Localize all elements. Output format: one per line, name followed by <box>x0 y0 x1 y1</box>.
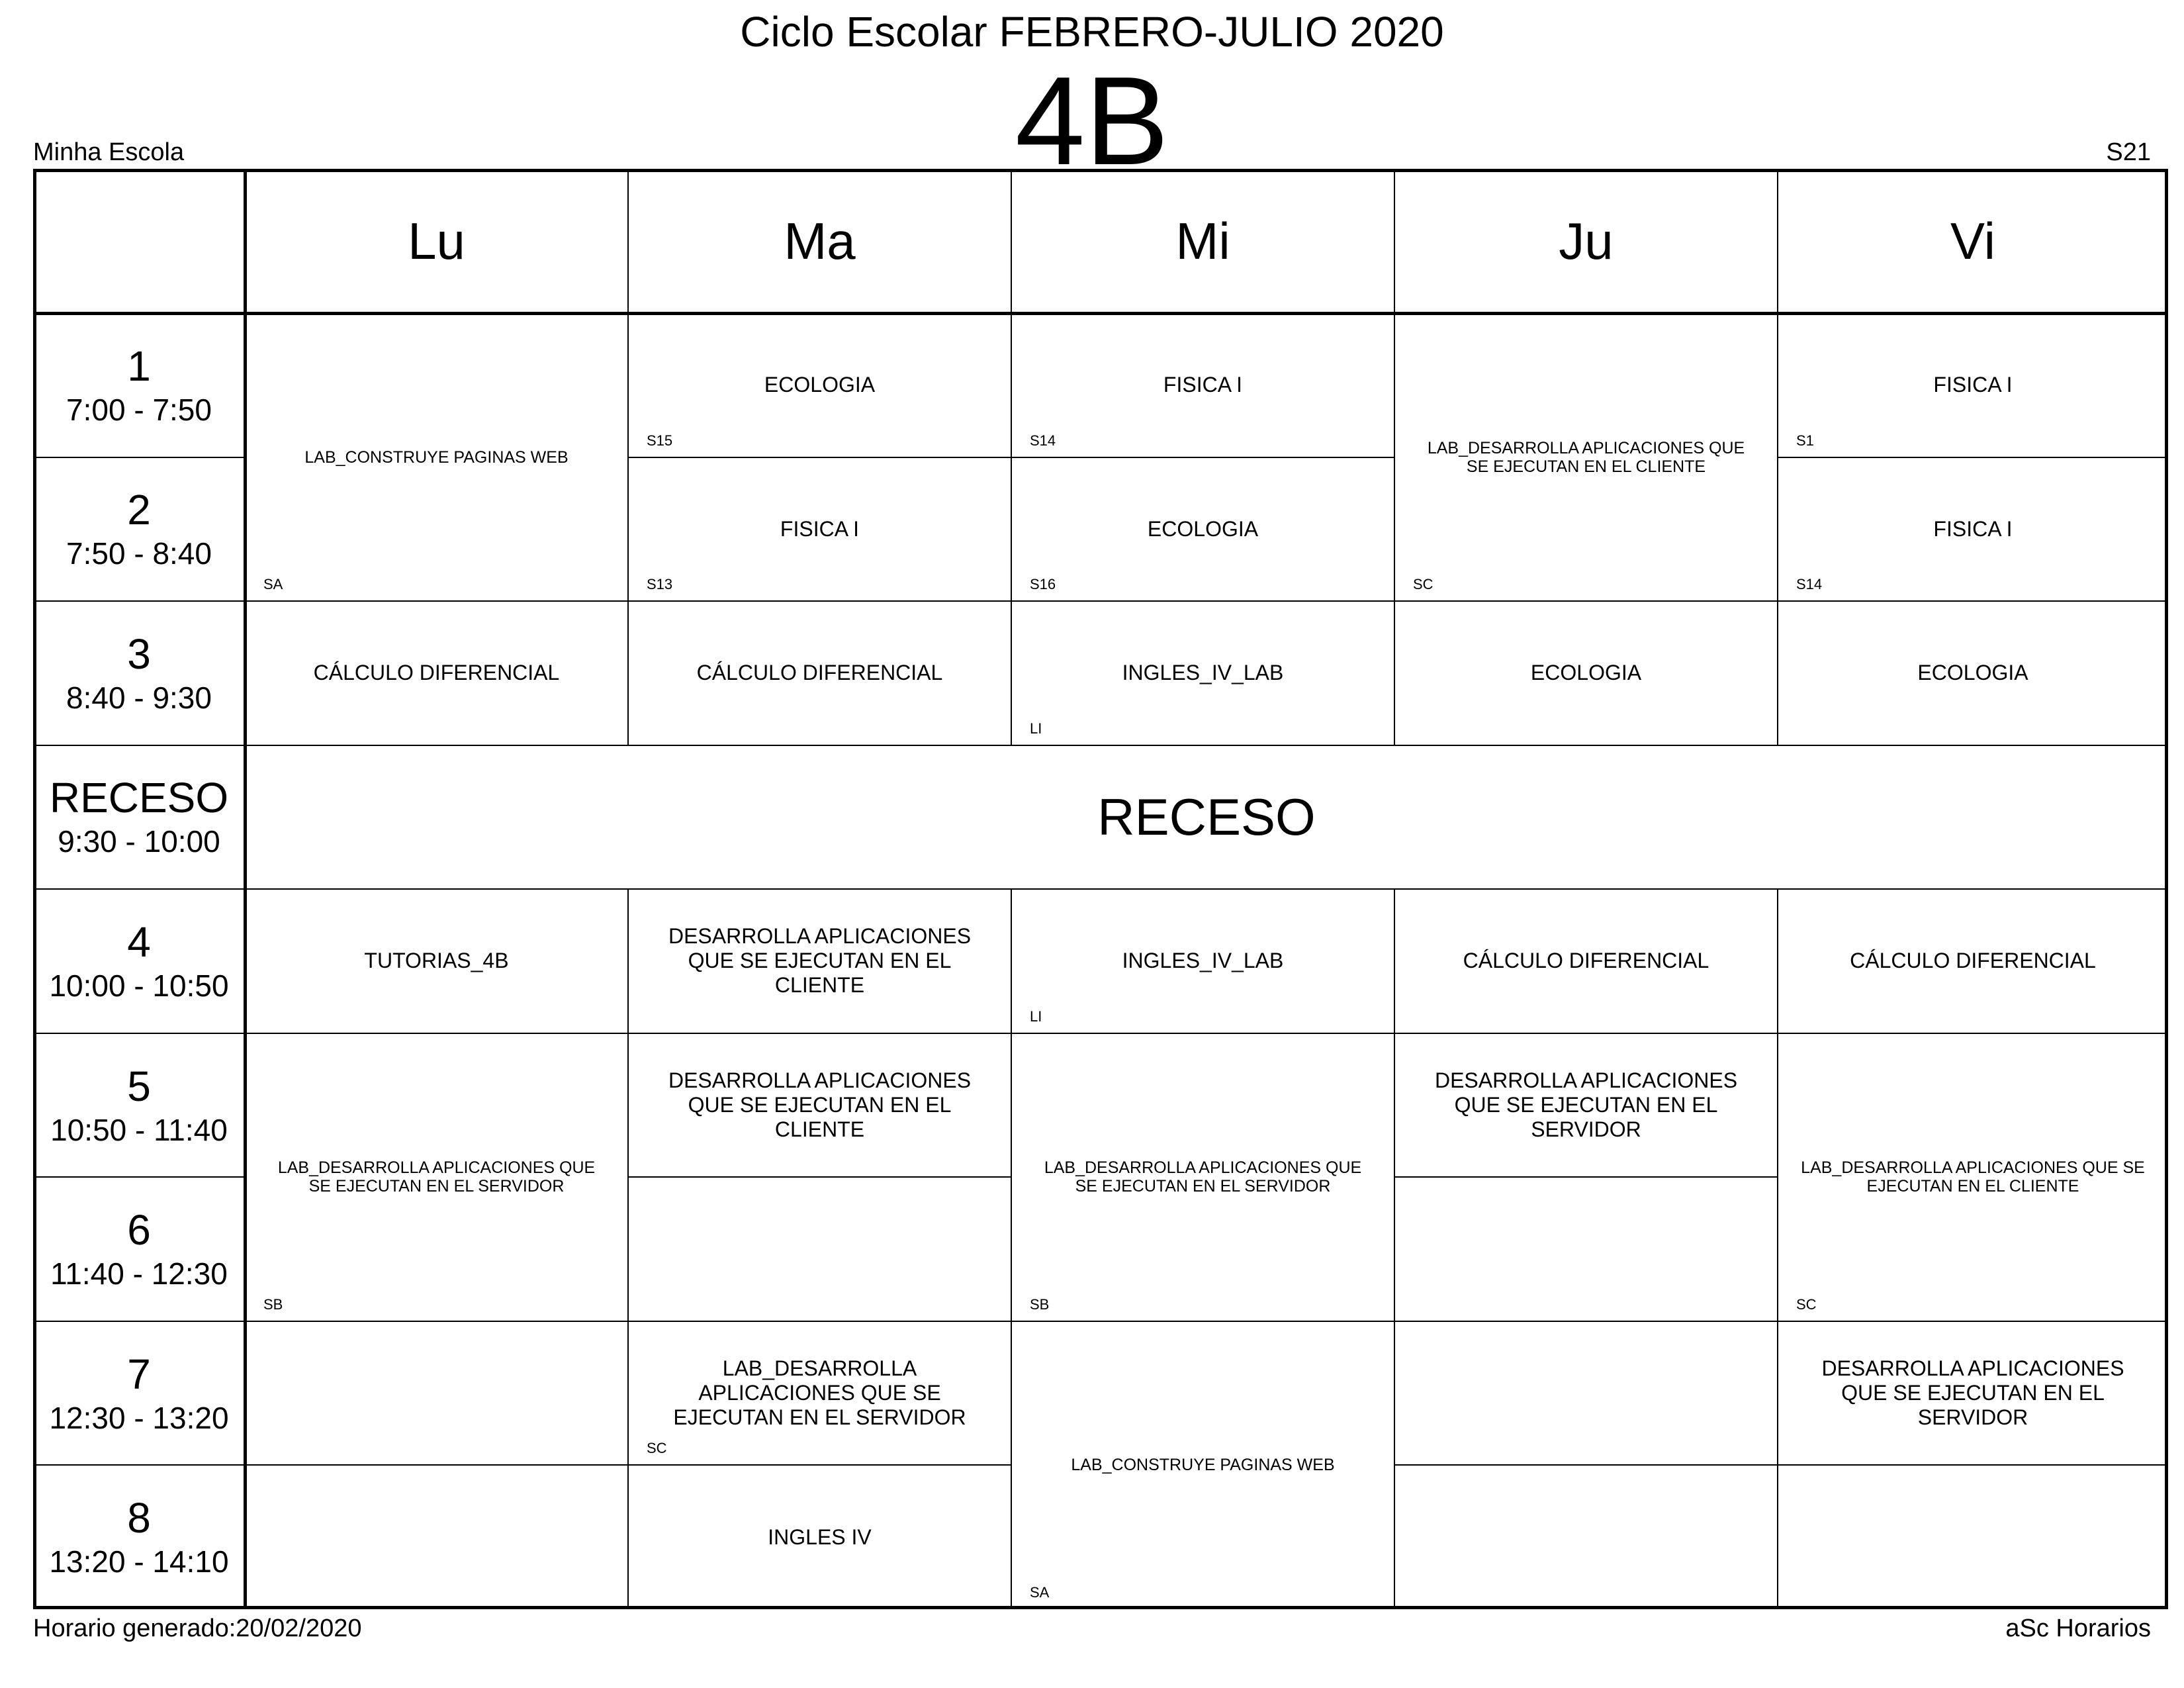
period-time: 13:20 - 14:10 <box>49 1544 229 1579</box>
grid-line <box>1011 1033 1394 1034</box>
day-header-mi: Mi <box>1175 211 1230 270</box>
lesson-cell[interactable] <box>628 457 1011 602</box>
lesson-room: S16 <box>1030 576 1056 593</box>
timetable-grid <box>33 169 2168 1609</box>
period-cell <box>33 745 245 890</box>
lesson-subject: CÁLCULO DIFERENCIAL <box>1850 949 2096 973</box>
period-number: 1 <box>127 342 151 390</box>
lesson-cell[interactable] <box>1011 601 1394 745</box>
lesson-room: SB <box>263 1295 283 1313</box>
school-name: Minha Escola <box>33 138 185 166</box>
lesson-room: S14 <box>1796 576 1823 593</box>
lesson-room: SA <box>1030 1583 1050 1601</box>
lesson-subject: ECOLOGIA <box>1530 661 1642 685</box>
lesson-room: SC <box>1796 1295 1817 1313</box>
period-number: RECESO <box>49 774 229 822</box>
grid-line <box>1778 600 2168 602</box>
grid-line <box>1394 600 1778 602</box>
grid-line <box>1394 1176 1778 1178</box>
lesson-cell[interactable] <box>1394 1177 1778 1321</box>
lesson-subject: DESARROLLA APLICACIONES QUE SE EJECUTAN EN EL CLIENTE <box>668 1068 972 1142</box>
grid-line <box>33 1176 245 1178</box>
grid-line <box>1011 889 1012 1609</box>
grid-line <box>628 1464 1011 1466</box>
cycle-title: Ciclo Escolar FEBRERO-JULIO 2020 <box>740 8 1444 56</box>
grid-line <box>33 1464 245 1466</box>
grid-line <box>1778 1033 2168 1034</box>
lesson-room: SA <box>263 576 283 593</box>
lesson-cell[interactable] <box>1394 1033 1778 1178</box>
grid-line <box>1394 1464 1778 1466</box>
grid-line <box>33 312 2168 315</box>
lesson-room: S13 <box>647 576 673 593</box>
grid-line <box>1011 1321 1394 1322</box>
lesson-subject: FISICA I <box>1933 516 2013 541</box>
lesson-cell[interactable] <box>1394 889 1778 1033</box>
lesson-cell[interactable] <box>1778 1465 2168 1609</box>
grid-line <box>1394 1321 1778 1322</box>
period-time: 8:40 - 9:30 <box>66 680 212 715</box>
period-time: 7:00 - 7:50 <box>66 392 212 427</box>
lesson-cell[interactable] <box>1778 889 2168 1033</box>
lesson-subject: ECOLOGIA <box>764 373 876 397</box>
grid-line <box>245 1033 628 1034</box>
lesson-cell[interactable] <box>628 1465 1011 1609</box>
lesson-cell[interactable] <box>628 1321 1011 1466</box>
lesson-subject: INGLES IV <box>768 1524 872 1549</box>
period-cell <box>33 601 245 745</box>
lesson-room: SB <box>1030 1295 1050 1313</box>
lesson-subject: LAB_DESARROLLA APLICACIONES QUE SE EJECUTAN EN EL SERVIDOR <box>277 1158 596 1196</box>
lesson-subject: FISICA I <box>780 516 860 541</box>
lesson-cell[interactable] <box>245 601 628 745</box>
lesson-room: SC <box>647 1440 667 1457</box>
grid-line <box>245 745 2168 746</box>
lesson-cell[interactable] <box>1011 889 1394 1033</box>
lesson-room: LI <box>1030 720 1042 737</box>
period-number: 5 <box>127 1062 151 1110</box>
grid-line <box>1011 457 1394 458</box>
recess-band: RECESO <box>1097 787 1316 846</box>
lesson-cell[interactable] <box>1394 1321 1778 1466</box>
lesson-room: LI <box>1030 1008 1042 1025</box>
grid-line <box>628 1176 1011 1178</box>
grid-line <box>1778 457 2168 458</box>
grid-line <box>1394 1033 1778 1034</box>
lesson-cell[interactable] <box>628 889 1011 1033</box>
day-header-ju: Ju <box>1559 211 1614 270</box>
grid-line <box>628 457 1011 458</box>
period-number: 3 <box>127 630 151 678</box>
generated-date: Horario generado:20/02/2020 <box>33 1615 362 1642</box>
lesson-cell[interactable] <box>1778 1033 2168 1321</box>
grid-line <box>33 745 245 746</box>
lesson-cell[interactable] <box>1011 313 1394 457</box>
classroom-code: S21 <box>2106 138 2151 166</box>
grid-line <box>33 600 245 602</box>
grid-line <box>33 1321 245 1322</box>
grid-line <box>628 1033 1011 1034</box>
lesson-subject: CÁLCULO DIFERENCIAL <box>1463 949 1709 973</box>
period-number: 2 <box>127 486 151 534</box>
lesson-cell[interactable] <box>245 1033 628 1321</box>
lesson-subject: FISICA I <box>1163 373 1243 397</box>
lesson-room: S14 <box>1030 432 1056 449</box>
period-cell <box>33 1321 245 1466</box>
lesson-subject: LAB_CONSTRUYE PAGINAS WEB <box>1071 1456 1335 1475</box>
lesson-cell[interactable] <box>245 313 628 601</box>
grid-line <box>33 457 245 458</box>
period-cell <box>33 1465 245 1609</box>
lesson-cell[interactable] <box>245 889 628 1033</box>
lesson-room: S15 <box>647 432 673 449</box>
period-cell <box>33 1177 245 1321</box>
period-number: 4 <box>127 917 151 966</box>
grid-line <box>1777 889 1778 1609</box>
lesson-subject: FISICA I <box>1933 373 2013 397</box>
grid-line <box>627 889 629 1609</box>
grid-line <box>245 1464 628 1466</box>
lesson-subject: INGLES_IV_LAB <box>1122 661 1284 685</box>
period-number: 8 <box>127 1494 151 1542</box>
grid-line <box>33 1033 245 1034</box>
period-time: 10:00 - 10:50 <box>49 968 229 1003</box>
lesson-cell[interactable] <box>1778 313 2168 457</box>
lesson-cell[interactable] <box>1394 313 1778 601</box>
lesson-subject: ECOLOGIA <box>1917 661 2028 685</box>
day-header-lu: Lu <box>408 211 465 270</box>
lesson-cell[interactable] <box>1778 601 2168 745</box>
lesson-room: S1 <box>1796 432 1814 449</box>
lesson-subject: LAB_DESARROLLA APLICACIONES QUE SE EJECUTAN EN EL CLIENTE <box>1801 1158 2145 1196</box>
lesson-cell[interactable] <box>628 1033 1011 1178</box>
lesson-subject: ECOLOGIA <box>1147 516 1259 541</box>
group-title: 4B <box>1015 51 1169 191</box>
period-time: 10:50 - 11:40 <box>50 1112 228 1147</box>
lesson-cell[interactable] <box>628 601 1011 745</box>
grid-line <box>1778 1321 2168 1322</box>
lesson-subject: CÁLCULO DIFERENCIAL <box>313 661 560 685</box>
grid-line <box>1394 889 1395 1609</box>
period-cell <box>33 889 245 1033</box>
software-credit: aSc Horarios <box>2005 1615 2151 1642</box>
lesson-room: SC <box>1413 576 1433 593</box>
lesson-cell[interactable] <box>1778 457 2168 602</box>
lesson-cell[interactable] <box>1778 1321 2168 1466</box>
grid-line <box>628 1321 1011 1322</box>
lesson-cell[interactable] <box>245 1465 628 1609</box>
lesson-cell[interactable] <box>1011 1033 1394 1321</box>
lesson-subject: LAB_DESARROLLA APLICACIONES QUE SE EJECUTAN EN EL SERVIDOR <box>1044 1158 1362 1196</box>
lesson-cell[interactable] <box>628 1177 1011 1321</box>
period-time: 9:30 - 10:00 <box>58 824 220 859</box>
lesson-subject: DESARROLLA APLICACIONES QUE SE EJECUTAN EN EL CLIENTE <box>668 924 972 998</box>
grid-line <box>245 600 628 602</box>
grid-line <box>1011 600 1394 602</box>
lesson-cell[interactable] <box>1011 1321 1394 1609</box>
day-header-vi: Vi <box>1950 211 1995 270</box>
period-cell <box>33 313 245 457</box>
lesson-subject: TUTORIAS_4B <box>364 949 509 973</box>
lesson-cell[interactable] <box>628 313 1011 457</box>
grid-line <box>245 1321 628 1322</box>
lesson-subject: INGLES_IV_LAB <box>1122 949 1284 973</box>
grid-line <box>1778 1464 2168 1466</box>
grid-line <box>628 600 1011 602</box>
lesson-cell[interactable] <box>1394 601 1778 745</box>
period-number: 6 <box>127 1206 151 1254</box>
period-time: 11:40 - 12:30 <box>50 1256 228 1291</box>
grid-line <box>33 888 245 890</box>
period-time: 12:30 - 13:20 <box>49 1400 229 1435</box>
period-cell <box>33 1033 245 1178</box>
day-header-ma: Ma <box>784 211 856 270</box>
lesson-subject: DESARROLLA APLICACIONES QUE SE EJECUTAN EN EL SERVIDOR <box>1434 1068 1738 1142</box>
lesson-cell[interactable] <box>1394 1465 1778 1609</box>
lesson-cell[interactable] <box>1011 457 1394 602</box>
lesson-subject: LAB_DESARROLLA APLICACIONES QUE SE EJECUTAN EN EL SERVIDOR <box>673 1356 966 1430</box>
lesson-subject: LAB_DESARROLLA APLICACIONES QUE SE EJECUTAN EN EL CLIENTE <box>1427 438 1745 476</box>
lesson-subject: LAB_CONSTRUYE PAGINAS WEB <box>304 447 569 467</box>
grid-line <box>245 888 2168 890</box>
period-number: 7 <box>127 1350 151 1398</box>
period-time: 7:50 - 8:40 <box>66 536 212 571</box>
lesson-subject: CÁLCULO DIFERENCIAL <box>696 661 943 685</box>
lesson-cell[interactable] <box>245 1321 628 1466</box>
period-cell <box>33 457 245 602</box>
lesson-subject: DESARROLLA APLICACIONES QUE SE EJECUTAN EN EL SERVIDOR <box>1821 1356 2124 1430</box>
